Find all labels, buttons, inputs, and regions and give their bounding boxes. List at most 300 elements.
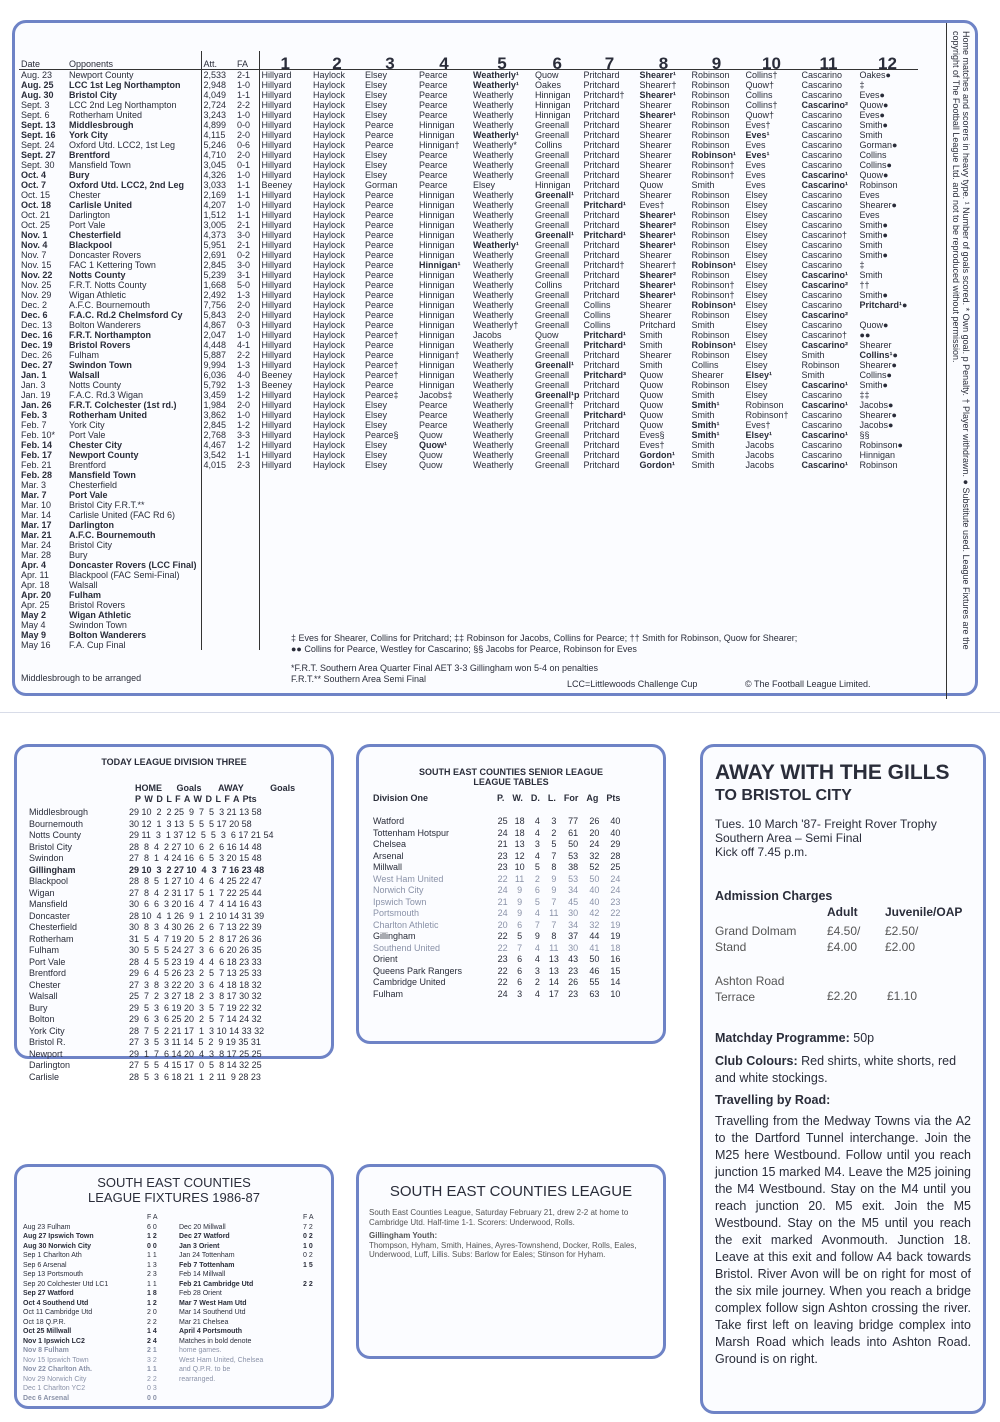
player-cell: Robinson [691,190,730,200]
player-cell [582,560,638,570]
opponent: F.A.C. Rd.2 Chelmsford Cy [69,310,183,320]
table-row [19,280,918,290]
player-cell: Cascarino [801,150,843,160]
club-stat: 23 [568,965,579,976]
club-stat: 25 [610,862,621,872]
player-cell: Hillyard [259,290,311,300]
player-cell [858,560,918,570]
opponent: Walsall [69,370,100,380]
table-row [371,874,626,886]
attendance: 2,533 [201,70,235,81]
player-cell: Collins [535,140,563,150]
player-cell: Pearce† [365,360,399,370]
player-cell: Hinnigan [419,240,455,250]
player-cell: Hillyard [259,330,311,340]
player-cell: Robinson [691,250,730,260]
table-row [19,490,918,500]
club-stat: 38 [568,862,579,872]
player-cell: Weatherly [473,390,514,400]
player-cell [533,560,582,570]
player-cell: Hinnigan [859,450,896,460]
player-cell: Greenall [535,290,570,300]
player-cell: Pritchard [583,270,620,280]
player-cell: Robinson [691,380,730,390]
player-cell: Smith [691,460,715,470]
player-cell: Hillyard [259,430,311,440]
player-cell: Elsey [745,330,768,340]
player-cell: Pritchard [583,180,620,190]
club-stat: 8 [551,931,557,941]
table-row [27,991,275,1003]
attendance: 4,326 [201,170,235,180]
player-cell: Robinson [691,100,730,110]
match-date: Nov. 1 [21,230,48,240]
player-cell: Weatherly [473,160,514,170]
club-stat: 13 [514,839,525,849]
opponent: Darlington [69,520,114,530]
player-cell [363,590,417,600]
player-cell: Hillyard [259,190,311,200]
fixture-score: 1 1 [147,1280,157,1288]
opponent: A.F.C. Bournemouth [69,530,156,540]
table-row [19,140,918,150]
player-cell [744,510,800,520]
opponent: Chester [69,190,101,200]
player-cell: Haylock [313,70,346,80]
table-row [371,920,626,932]
player-cell: Shearer¹ [639,290,677,300]
table-row [19,440,918,450]
player-cell: Haylock [313,100,346,110]
player-cell: Elsey [745,290,768,300]
fixture-name: Sep 20 Colchester Utd LC1 [23,1280,109,1288]
match-date: Feb. 3 [21,410,48,420]
player-cell [311,520,363,530]
list-item [177,1365,316,1375]
player-cell: Shearer● [859,360,897,370]
player-cell [311,580,363,590]
club-stat: 26 [568,977,579,987]
match-date: Sept. 30 [21,160,55,170]
table-row [19,350,918,360]
player-cell: Haylock [313,440,346,450]
player-cell [471,570,533,580]
player-cell: Greenall [535,430,570,440]
player-cell: Haylock [313,370,346,380]
player-cell: Weatherly¹ [473,240,519,250]
attendance [201,520,235,530]
player-cell [259,510,311,520]
player-cell [363,480,417,490]
list-item [21,1327,160,1337]
player-cell: Hillyard [259,210,311,220]
player-cell: Eves● [859,110,885,120]
player-cell: Hinnigan¹ [419,260,461,270]
player-cell: Elsey [365,450,388,460]
player-cell: Pearce [365,320,394,330]
player-cell: Pearce [365,230,394,240]
score [235,490,259,500]
player-cell: Pearce† [365,330,399,340]
secsl-col-1: W. [512,793,523,803]
player-cell: Haylock [313,90,346,100]
player-cell: Elsey [365,400,388,410]
player-cell: Pearce [419,100,448,110]
results-header-0: Date [19,51,67,70]
club-name: Watford [373,816,405,826]
team-stats: 28 4 5 5 23 19 4 4 6 18 23 33 [129,956,262,967]
player-cell: Shearer [639,140,672,150]
match-date: Nov. 4 [21,240,48,250]
table-row [19,380,918,390]
fixture-score: 2 1 [147,1347,157,1354]
player-cell [417,620,471,630]
player-cell: Shearer [639,250,672,260]
player-cell: Hillyard [259,450,311,460]
player-cell: Haylock [313,130,346,140]
player-cell: Smith [639,360,663,370]
club-name: Tottenham Hotspur [373,827,450,838]
player-cell [690,530,744,540]
score: 1-2 [237,420,251,430]
list-item [21,1394,160,1404]
player-cell: Eves [745,140,766,150]
player-cell: Quow [639,400,664,410]
score: 3-0 [237,260,251,270]
score: 0-1 [237,160,251,170]
player-cell [858,620,918,630]
player-cell [744,590,800,600]
club-stat: 14 [610,977,621,987]
score [235,630,259,640]
player-cell: Gordon¹ [639,460,676,470]
results-panel [12,20,978,696]
table-row [371,954,626,966]
fixture-name: Feb 28 Orient [179,1290,222,1297]
player-cell: Hinnigan [419,320,455,330]
spacer [371,805,626,817]
player-cell [638,540,690,550]
player-cell: Greenall [535,310,570,320]
match-date: Feb. 7 [21,420,47,430]
score: 2-1 [237,70,251,80]
player-cell: Greenall¹ [535,230,575,240]
table-row [19,310,918,320]
opponent: F.R.T. Notts County [69,280,147,290]
table-row [19,300,918,310]
table-row [19,430,918,440]
table-row [371,851,626,863]
player-cell: Smith● [859,230,888,240]
table-row [19,330,918,340]
subs-note-line2: ●● Collins for Pearce, Westley for Cascarino; §§ Jacobs for Pearce, Robinson for Eves [291,644,637,654]
player-cell [259,470,311,480]
score: 1-2 [237,440,251,450]
player-cell: Pritchard [583,150,620,160]
player-cell [417,480,471,490]
player-cell: Quow [535,330,559,340]
club-stat: 63 [589,988,600,999]
player-cell: Weatherly [473,350,514,360]
player-cell: Pritchard [639,320,676,330]
score [235,620,259,630]
team-stats: 27 8 4 2 31 17 5 1 7 22 25 44 [129,887,262,898]
match-date: May 4 [21,620,46,630]
player-cell: Hinnigan† [419,350,460,360]
player-cell [744,530,800,540]
fixture-score: 1 2 [147,1299,157,1307]
player-cell: Weatherly [473,280,514,290]
player-cell: Elsey [745,300,768,310]
fixture-name: and Q.P.R. to be [179,1366,231,1373]
fa-label: F A [303,1214,314,1221]
match-date: Mar. 7 [21,490,47,500]
fixture-name: Feb 14 Millwall [179,1271,226,1278]
player-cell: Weatherly [473,310,514,320]
match-round: Southern Area – Semi Final [715,831,862,845]
player-cell [582,510,638,520]
team-name: Fulham [29,945,60,955]
table-row [19,480,918,490]
club-stat: 50 [568,839,579,849]
opponent: Chester City [69,440,123,450]
score [235,480,259,490]
player-cell: Haylock [313,420,346,430]
player-cell: Hillyard [259,410,311,420]
match-date: Aug. 30 [21,90,54,100]
club-stat: 22 [610,908,621,918]
player-cell: Pritchard¹ [583,340,627,350]
player-cell: Weatherly [473,380,514,390]
player-cell: Hillyard [259,360,311,370]
player-cell: Robinson [691,350,730,360]
opponent: F.A.C. Rd.3 Wigan [69,390,144,400]
player-cell: Smith● [859,380,888,390]
player-cell [417,530,471,540]
player-cell [638,470,690,480]
player-cell [690,480,744,490]
player-cell [582,590,638,600]
player-cell: Hinnigan [535,90,571,100]
player-cell: Hillyard [259,320,311,330]
player-cell: Pearce [419,410,448,420]
away-title: AWAY WITH THE GILLS [715,761,950,784]
list-item [177,1299,316,1309]
match-date: Dec. 26 [21,350,53,360]
list-item [177,1223,316,1233]
team-name: Chester [29,979,61,990]
player-cell: Greenall [535,450,570,460]
opponent: Darlington [69,210,111,220]
fixture-name: Matches in bold denote [179,1337,252,1345]
match-date: Mar. 17 [21,520,52,530]
player-cell [259,570,311,580]
match-date: Oct. 25 [21,220,51,230]
match-date: Apr. 4 [21,560,47,570]
fixture-score: 3 2 [147,1356,157,1364]
club-stat: 46 [589,965,600,976]
attendance: 6,036 [201,370,235,380]
player-cell [638,590,690,600]
fixture-name: Sep 1 Charlton Ath [23,1252,82,1259]
club-name: Ipswich Town [373,896,427,907]
table-row [27,1026,275,1038]
substitution-notes [291,633,931,655]
player-cell: Cascarino† [801,230,848,240]
player-cell: Pritchard¹ [583,330,627,340]
player-cell [533,530,582,540]
player-cell [417,610,471,620]
team-stats: 28 7 5 2 21 17 1 3 10 14 33 32 [129,1025,265,1036]
list-item [21,1346,160,1356]
player-cell [638,560,690,570]
player-cell: Pearce [419,420,448,430]
club-stat: 50 [589,954,600,964]
attendance: 3,005 [201,220,235,230]
team-stats: 27 5 5 4 15 17 0 5 8 14 32 25 [129,1060,262,1070]
club-stat: 18 [514,827,525,838]
player-cell: Robinson¹ [691,150,737,160]
player-cell [259,610,311,620]
player-cell: Pearce [419,90,448,100]
attendance: 4,015 [201,460,235,470]
player-cell: Smith¹ [691,420,720,430]
player-cell: ‡ [859,260,865,270]
fixture-name: rearranged. [179,1375,216,1383]
lcc-note: LCC=Littlewoods Challenge Cup [567,679,698,689]
score: 1-3 [237,360,251,370]
player-cell: Haylock [313,230,346,240]
club-name: West Ham United [373,873,444,884]
opponent: Port Vale [69,490,108,500]
player-cell: Weatherly [473,170,514,180]
player-cell: Weatherly [473,290,514,300]
score: 1-0 [237,330,251,340]
opponent: Bristol City [69,540,113,550]
attendance: 1,668 [201,280,235,290]
results-header-6: 3 [363,51,417,70]
player-cell: Cascarino [801,130,843,140]
terrace-junior-price: £1.10 [887,989,918,1003]
player-cell: Jacobs [473,330,502,340]
attendance: 3,045 [201,160,235,170]
match-date: Oct. 4 [21,170,47,180]
road-heading: Travelling by Road: [715,1093,831,1107]
attendance: 4,867 [201,320,235,330]
player-cell [800,580,858,590]
club-stat: 40 [610,816,621,826]
table-row [19,620,918,630]
player-cell: Shearer [639,310,672,320]
score: 2-0 [237,300,251,310]
club-stat: 2 [534,977,540,987]
match-date: Oct. 7 [21,180,47,190]
player-cell: Pearce [365,140,394,150]
club-stat: 32 [589,850,600,861]
club-stat: 22 [497,931,508,941]
subs-note-line1: ‡ Eves for Shearer, Collins for Pritchard; ‡‡ Robinson for Jacobs, Collins for Pearce; †† Smith for Robinson, Quow for Shearer; [291,633,798,643]
results-header-14: 11 [800,51,858,70]
opponent: Port Vale [69,220,106,230]
player-cell: Weatherly¹ [473,70,519,80]
player-cell: Hillyard [259,460,311,470]
table-row [19,120,918,130]
player-cell [259,580,311,590]
opponent: Wigan Athletic [69,610,132,620]
player-cell: Elsey [365,80,388,90]
club-stat: 21 [497,839,508,849]
player-cell: Elsey [365,410,388,420]
table-row [27,980,275,992]
score: 1-2 [237,390,251,400]
player-cell [638,550,690,560]
table-row [19,230,918,240]
match-date: Feb. 21 [21,460,52,470]
team-stats: 28 8 4 2 27 10 6 2 6 16 14 48 [129,841,262,852]
match-date: Oct. 21 [21,210,51,220]
player-cell [744,500,800,510]
player-cell: Pritchard [583,210,620,220]
table-row [19,240,918,250]
player-cell: Cascarino [801,160,843,170]
score [235,470,259,480]
programme-line [715,1031,971,1045]
player-cell: Greenall [535,350,570,360]
club-stat: 10 [514,862,525,872]
club-stat: 11 [549,942,559,953]
player-cell [582,500,638,510]
table-row [371,816,626,828]
player-cell: Cascarino [801,200,843,210]
score: 1-3 [237,380,251,390]
match-date: Mar. 24 [21,540,52,550]
table-row [27,876,275,888]
club-stat: 13 [548,965,559,976]
opponent: F.A. Cup Final [69,640,126,650]
player-cell [744,490,800,500]
opponent: Bristol City [69,90,118,100]
player-cell: Greenall [535,160,570,170]
secsl-col-4: For [563,793,579,803]
player-cell: Hillyard [259,260,311,270]
player-cell: Hinnigan [419,310,455,320]
club-stat: 9 [534,931,540,941]
player-cell: Weatherly [473,400,514,410]
player-cell: Robinson [691,330,730,340]
opponent: Rotherham United [69,410,148,420]
player-cell [363,570,417,580]
player-cell: Greenall [535,460,570,470]
player-cell [471,470,533,480]
list-item [21,1242,160,1252]
player-cell [858,490,918,500]
attendance [201,500,235,510]
player-cell: Weatherly [473,230,514,240]
club-stat: 15 [610,965,621,976]
player-cell: Haylock [313,380,346,390]
player-cell [259,490,311,500]
player-cell: Eves [745,170,766,180]
table-row [19,150,918,160]
team-stats: 29 6 4 5 26 23 2 5 7 13 25 33 [129,968,262,978]
player-cell: Weatherly [473,250,514,260]
club-stat: 23 [497,954,508,964]
score [235,550,259,560]
player-cell: Eves [745,160,766,170]
player-cell [259,480,311,490]
attendance: 4,373 [201,230,235,240]
player-cell: Hillyard [259,400,311,410]
